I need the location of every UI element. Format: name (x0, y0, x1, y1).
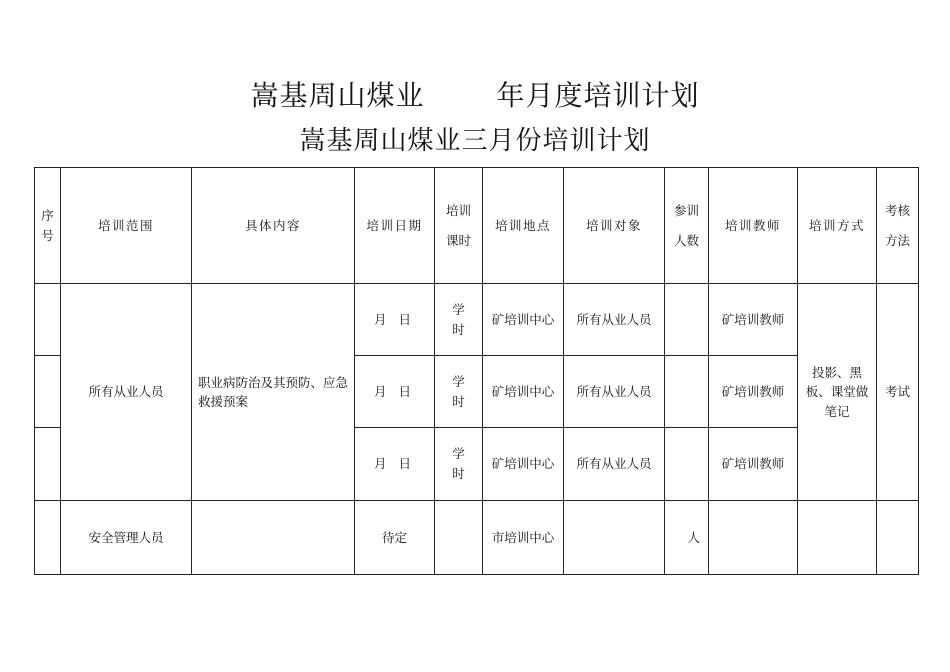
row-teacher: 矿培训教师 (709, 428, 798, 501)
row-people: 人 (665, 501, 709, 575)
row-people (665, 428, 709, 501)
row-date: 待定 (355, 501, 435, 575)
header-hours: 培训课时 (435, 168, 483, 284)
row-seq (35, 356, 61, 428)
group-method: 投影、黑板、课堂做笔记 (798, 284, 877, 501)
row-people (665, 356, 709, 428)
group-scope: 所有从业人员 (61, 284, 192, 501)
row-location: 矿培训中心 (483, 428, 564, 501)
row-seq (35, 428, 61, 501)
row-assessment (877, 501, 919, 575)
row-people (665, 284, 709, 356)
row-teacher (709, 501, 798, 575)
training-plan-table (34, 167, 919, 575)
row-teacher: 矿培训教师 (709, 284, 798, 356)
header-row (35, 168, 919, 284)
main-title (0, 74, 950, 114)
row-date: 月 日 (355, 284, 435, 356)
header-people: 参训人数 (665, 168, 709, 284)
header-assessment: 考核方法 (877, 168, 919, 284)
row-scope: 安全管理人员 (61, 501, 192, 575)
row-seq (35, 284, 61, 356)
row-content (192, 501, 355, 575)
row-hours: 学时 (435, 356, 483, 428)
header-teacher: 培训教师 (709, 168, 798, 284)
row-method (798, 501, 877, 575)
row-seq (35, 501, 61, 575)
row-location: 市培训中心 (483, 501, 564, 575)
row-target: 所有从业人员 (564, 284, 665, 356)
header-method: 培训方式 (798, 168, 877, 284)
row-target (564, 501, 665, 575)
group-assessment: 考试 (877, 284, 919, 501)
main-title-plan: 年月度培训计划 (496, 79, 700, 112)
row-date: 月 日 (355, 356, 435, 428)
row-location: 矿培训中心 (483, 356, 564, 428)
table-row (35, 501, 919, 575)
header-location: 培训地点 (483, 168, 564, 284)
row-teacher: 矿培训教师 (709, 356, 798, 428)
sub-title: 嵩基周山煤业三月份培训计划 (299, 126, 651, 156)
header-scope: 培训范围 (61, 168, 192, 284)
header-content: 具体内容 (192, 168, 355, 284)
row-date: 月 日 (355, 428, 435, 501)
table-row (35, 284, 919, 356)
row-hours: 学时 (435, 428, 483, 501)
main-title-company: 嵩基周山煤业 (250, 79, 425, 112)
row-target: 所有从业人员 (564, 356, 665, 428)
row-target: 所有从业人员 (564, 428, 665, 501)
header-date: 培训日期 (355, 168, 435, 284)
row-hours: 学时 (435, 284, 483, 356)
row-hours (435, 501, 483, 575)
header-seq: 序号 (35, 168, 61, 284)
row-location: 矿培训中心 (483, 284, 564, 356)
header-target: 培训对象 (564, 168, 665, 284)
group-content: 职业病防治及其预防、应急救援预案 (192, 284, 355, 501)
